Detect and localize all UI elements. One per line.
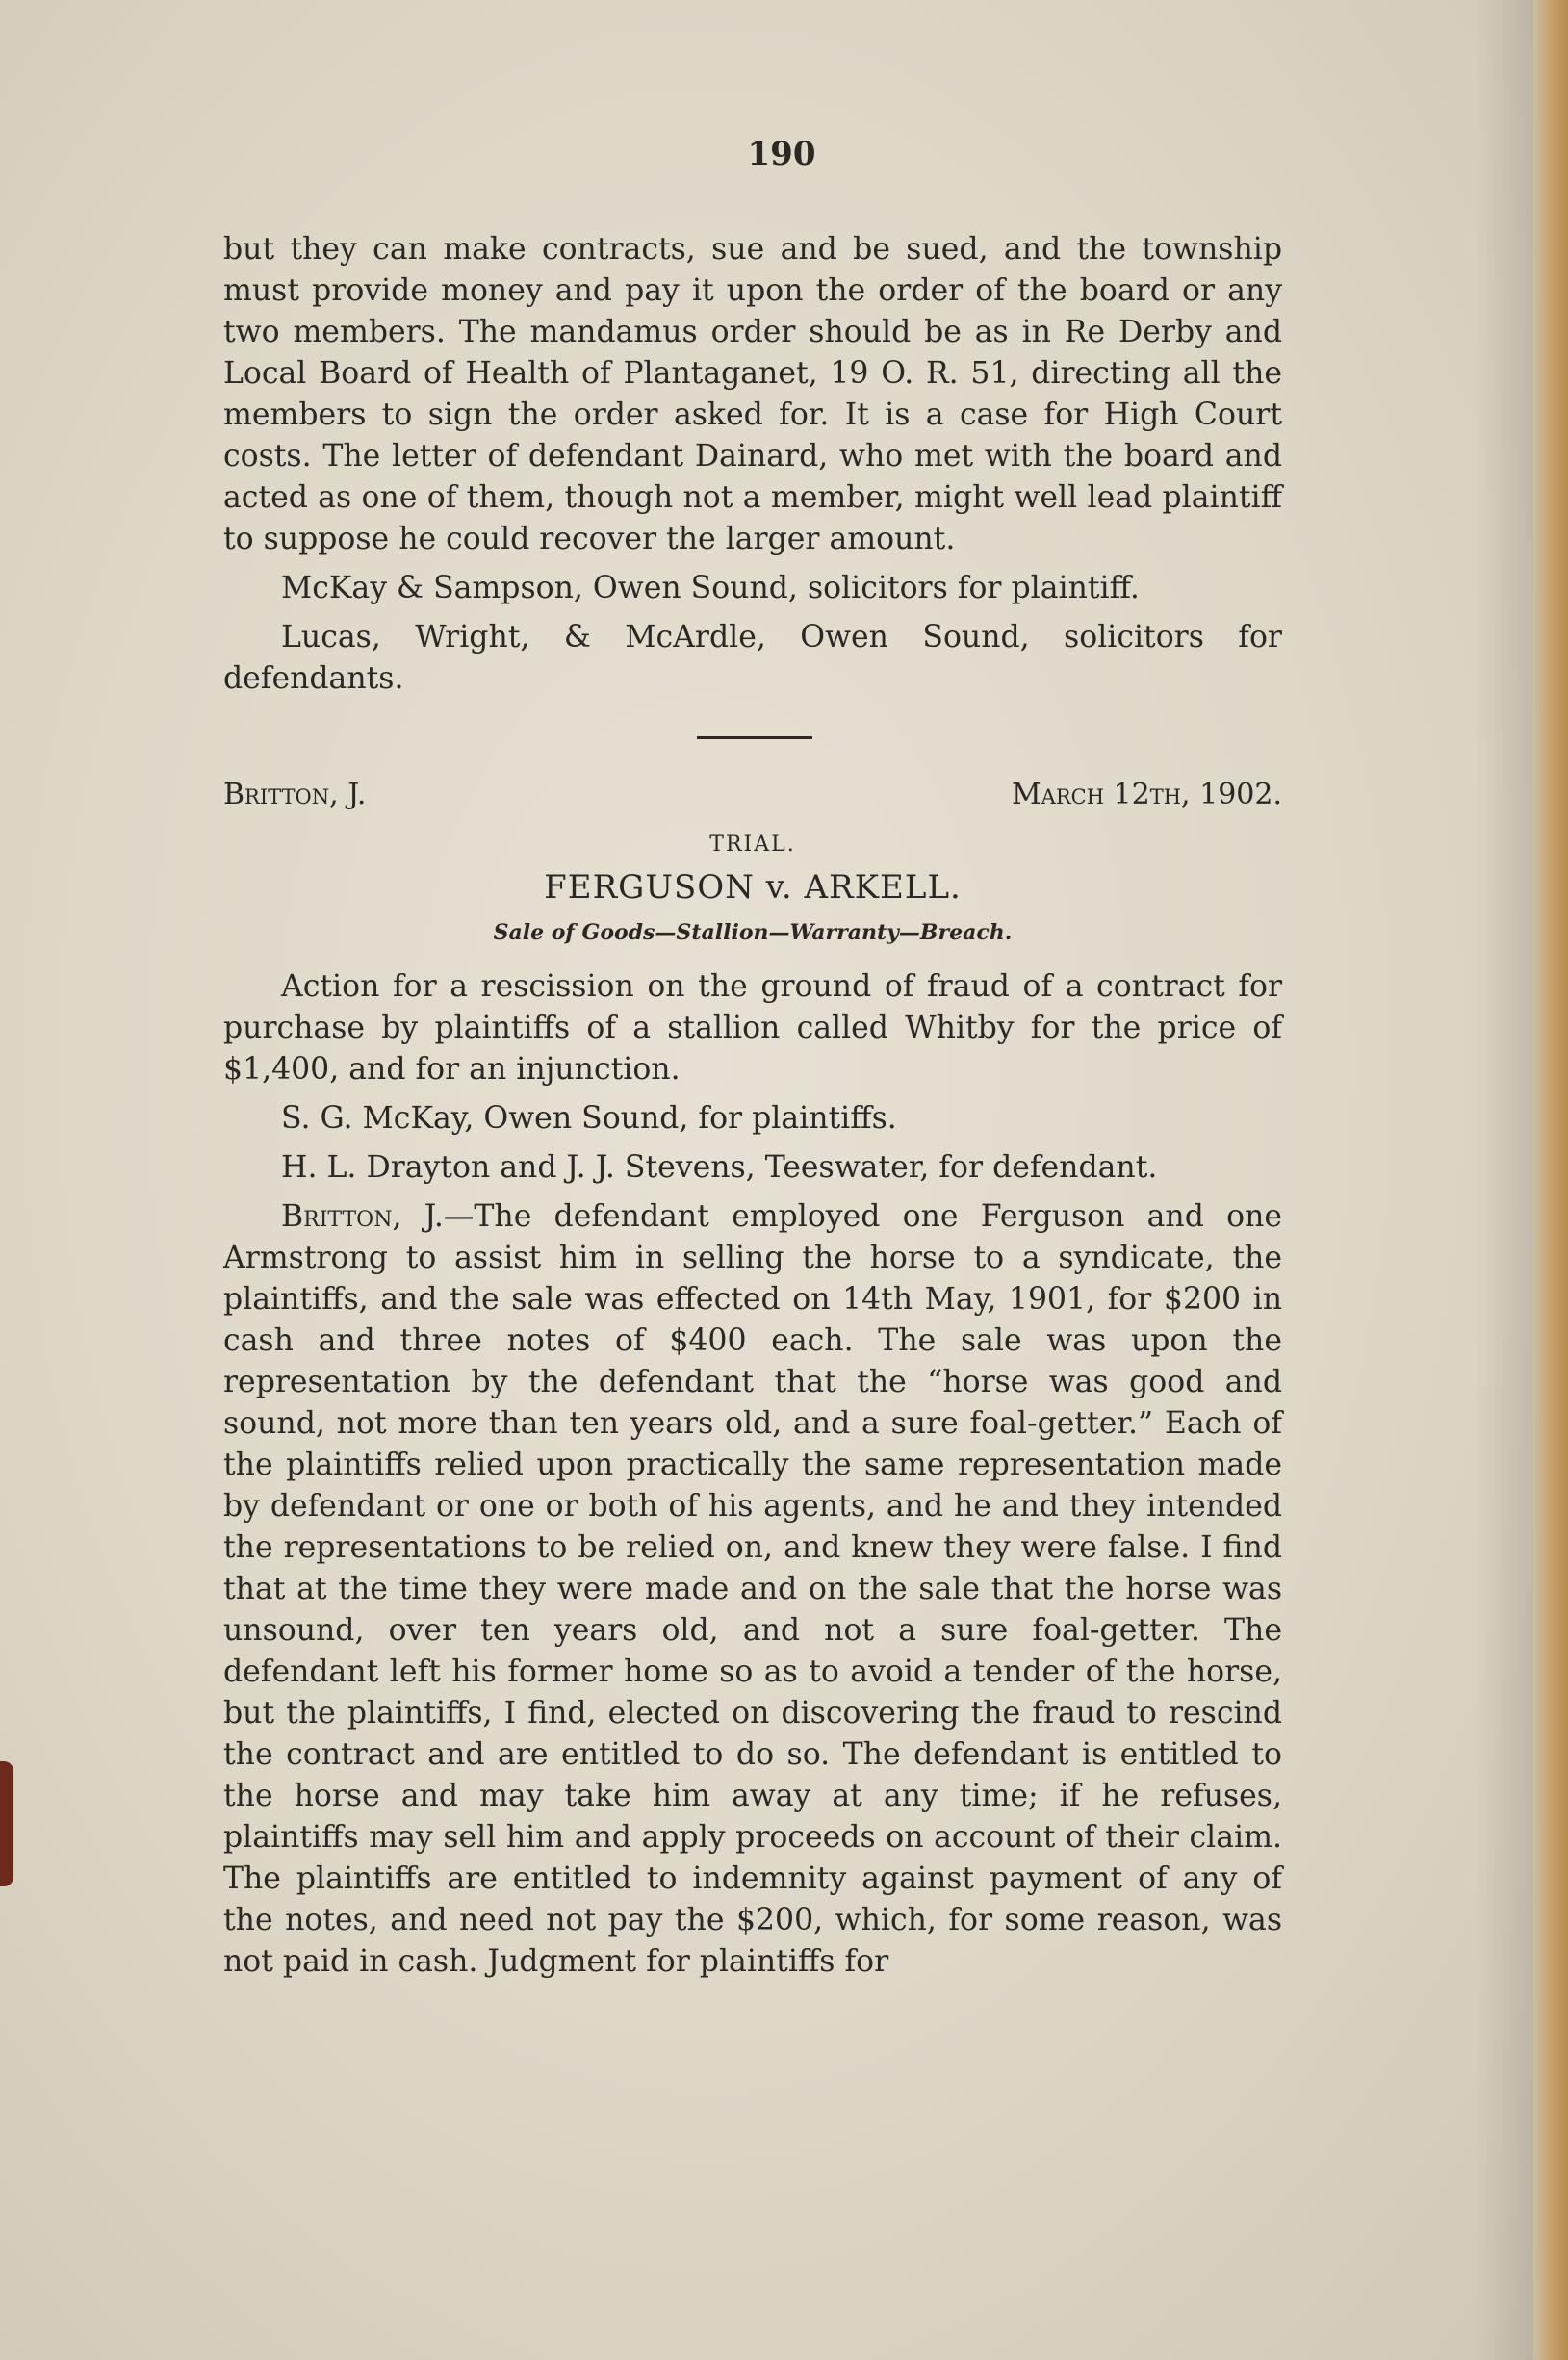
action-paragraph: Action for a rescission on the ground of fraud of a contract for purchase by plaintiffs of a stallion called Whitby for the price of $1,400, and for an injunction. <box>223 969 1282 1087</box>
page-edge-left <box>0 1761 13 1886</box>
section-divider <box>697 736 812 739</box>
judge-name: Britton, J. <box>223 778 367 811</box>
case-title: FERGUSON v. ARKELL. <box>544 868 962 907</box>
counsel-defendant: H. L. Drayton and J. J. Stevens, Teeswater, for defendant. <box>281 1150 1158 1185</box>
page-curve-shadow <box>1476 0 1533 2360</box>
page-edge-right <box>1533 0 1568 2360</box>
counsel-plaintiffs: S. G. McKay, Owen Sound, for plaintiffs. <box>281 1101 897 1136</box>
judgment-text: —The defendant employed one Ferguson and one Armstrong to assist him in selling the horse to a syndicate, the plaintiffs, and the sale was effected on 14th May, 1901, for $200 in cash and three notes of $400 each. The sale was upon the representation by the defendant that the “horse was good and sound, not more than ten years old, and a sure foal-getter.” Each of the plaintiffs relied upon practically the same representation made by defendant or one or both of his agents, and he and they intended the representations to be relied on, and knew they were false. I find that at the time they were made and on the sale that the horse was unsound, over ten years old, and not a sure foal-getter. The defendant left his former home so as to avoid a tender of the horse, but the plaintiffs, I find, elected on discovering the fraud to rescind the contract and are entitled to do so. The defendant is entitled to the horse and may take him away at any time; if he refuses, plaintiffs may sell him and apply proceeds on account of their claim. The plaintiffs are entitled to indemnity against payment of any of the notes, and need not pay the $200, which, for some reason, was not paid in cash. Judgment for plaintiffs for <box>223 1199 1283 1979</box>
decision-date: March 12th, 1902. <box>1011 778 1282 811</box>
judgment-paragraph <box>223 1196 1282 1983</box>
page-number: 190 <box>747 135 816 173</box>
dateline <box>223 778 1282 811</box>
judgment-judge-name: Britton, J. <box>281 1199 444 1234</box>
headnote: Sale of Goods—Stallion—Warranty—Breach. <box>493 920 1013 945</box>
opening-paragraph: but they can make contracts, sue and be sued, and the township must provide money and pay it upon the order of the board or any two members. The mandamus order should be as in Re Derby and Local Board of Health of Plantaganet, 19 O. R. 51, directing all the members to sign the order asked for. It is a case for High Court costs. The letter of defendant Dainard, who met with the board and acted as one of them, though not a member, might well lead plaintiff to suppose he could recover the larger amount. <box>223 232 1282 556</box>
solicitors-defendants: Lucas, Wright, & McArdle, Owen Sound, solicitors for defendants. <box>223 620 1282 696</box>
solicitors-plaintiff: McKay & Sampson, Owen Sound, solicitors for plaintiff. <box>281 571 1140 605</box>
trial-label: TRIAL. <box>709 833 796 857</box>
page-content <box>223 135 1282 1983</box>
